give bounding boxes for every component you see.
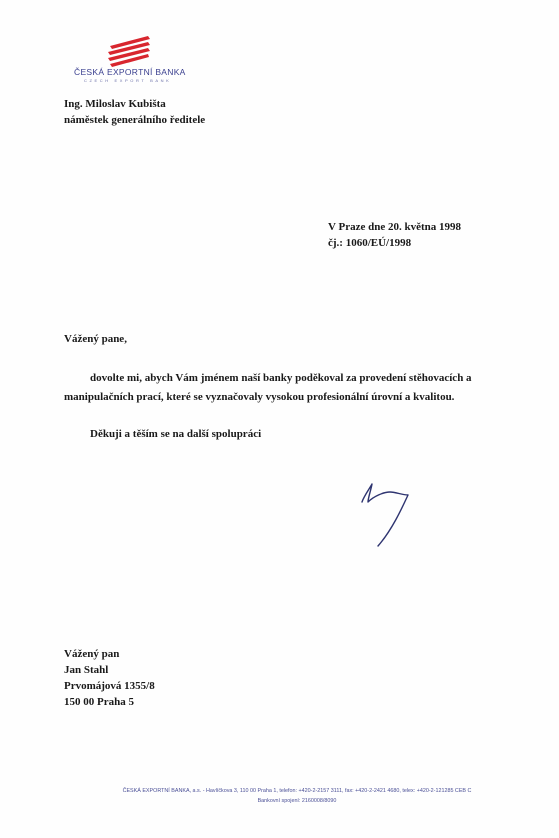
recipient-street: Prvomájová 1355/8 [64,680,155,692]
body-paragraph-1-line-2: manipulačních prací, které se vyznačovaly vysokou profesionální úrovní a kvalitou. [64,391,455,403]
footer-bank-line: Bankovní spojení: 2160008/8090 [257,798,337,804]
footer-address-line: ČESKÁ EXPORTNÍ BANKA, a.s. - Havlíčkova 3, 110 00 Praha 1, telefon: +420-2-2157 3111, fax: +420-2-2421 4680, telex: +420-2-121285 CEB C [122,788,472,794]
body-paragraph-2: Děkuji a těším se na další spolupráci [90,428,262,440]
bank-name: ČESKÁ EXPORTNÍ BANKA [74,67,186,77]
reference-number: čj.: 1060/EÚ/1998 [328,237,412,249]
sender-position: náměstek generálního ředitele [64,114,206,126]
sender-block [64,96,205,128]
bank-logo-icon [104,34,154,68]
recipient-title: Vážený pan [64,648,120,660]
salutation: Vážený pane, [64,333,127,345]
recipient-address [64,646,155,710]
date-reference-block [328,219,461,251]
letter-footer [62,786,532,806]
handwritten-signature [350,478,420,550]
bank-subtitle: CZECH EXPORT BANK [84,78,172,83]
place-date: V Praze dne 20. května 1998 [328,221,462,233]
sender-name: Ing. Miloslav Kubišta [64,98,166,110]
recipient-name: Jan Stahl [64,664,109,676]
recipient-city: 150 00 Praha 5 [64,696,134,708]
body-paragraph-1-line-1: dovolte mi, abych Vám jménem naší banky poděkoval za provedení stěhovacích a [90,372,472,384]
body-paragraph-1 [64,369,520,407]
